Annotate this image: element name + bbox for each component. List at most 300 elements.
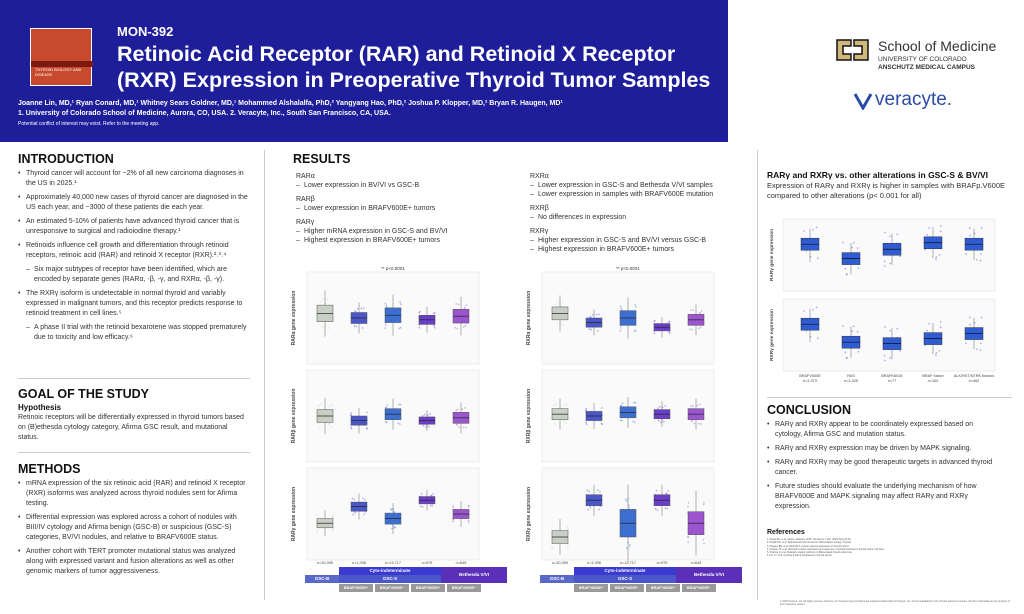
data-point <box>586 423 588 425</box>
data-point <box>331 530 333 532</box>
result-heading: RXRα <box>530 173 549 180</box>
data-point <box>845 351 847 353</box>
data-point <box>884 355 886 357</box>
data-point <box>598 314 600 316</box>
references-list <box>767 538 1012 558</box>
plot-panel <box>783 299 995 371</box>
data-point <box>669 333 671 335</box>
data-point <box>322 326 324 328</box>
data-point <box>430 505 432 507</box>
data-point <box>622 402 624 404</box>
data-point <box>555 403 557 405</box>
data-point <box>940 225 942 227</box>
results-rxr-summary <box>530 170 760 254</box>
data-point <box>691 329 693 331</box>
goal-title: GOAL OF THE STUDY <box>18 387 150 401</box>
data-point <box>626 500 628 502</box>
data-point <box>693 310 695 312</box>
n-label: n=14,717 <box>385 561 401 565</box>
data-point <box>585 422 587 424</box>
data-point <box>362 327 364 329</box>
data-point <box>601 407 603 409</box>
data-point <box>657 407 659 409</box>
data-point <box>812 309 814 311</box>
data-point <box>385 324 387 326</box>
data-point <box>463 427 465 429</box>
data-point <box>454 327 456 329</box>
data-point <box>884 232 886 234</box>
data-point <box>587 489 589 491</box>
data-point <box>328 327 330 329</box>
data-point <box>421 493 423 495</box>
intro-subbullet: – Six major subtypes of receptor have been identified, which are encoded by separate genes (RARα, -β, -γ, and RXRα, -β, -γ). <box>18 265 250 285</box>
data-point <box>429 413 431 415</box>
result-item: – Highest expression in BRAFV600E+ tumors <box>530 245 760 254</box>
data-point <box>703 502 705 504</box>
conclusion-body <box>767 420 1002 516</box>
data-point <box>466 304 468 306</box>
data-point <box>385 422 387 424</box>
data-point <box>621 307 623 309</box>
data-point <box>555 304 557 306</box>
group-label: BRAF fusion <box>922 374 944 378</box>
alterations-boxplots <box>765 214 1000 394</box>
data-point <box>567 528 569 530</box>
data-point <box>700 423 702 425</box>
data-point <box>319 426 321 428</box>
data-point <box>350 412 352 414</box>
data-point <box>386 305 388 307</box>
data-point <box>422 415 424 417</box>
data-point <box>703 539 705 541</box>
data-point <box>924 345 926 347</box>
data-point <box>698 328 700 330</box>
data-point <box>858 351 860 353</box>
result-heading: RXRβ <box>530 205 549 212</box>
data-point <box>697 405 699 407</box>
data-point <box>328 423 330 425</box>
group-n-label: n=77 <box>887 379 897 383</box>
data-point <box>924 249 926 251</box>
group-label: BRAFK601E <box>881 374 903 378</box>
data-point <box>418 312 420 314</box>
data-point <box>432 493 434 495</box>
data-point <box>853 325 855 327</box>
data-point <box>625 499 627 501</box>
data-point <box>846 357 848 359</box>
data-point <box>687 541 689 543</box>
data-point <box>700 327 702 329</box>
result-item: – Highest expression in BRAFV600E+ tumors <box>296 236 516 245</box>
data-point <box>397 422 399 424</box>
data-point <box>699 312 701 314</box>
data-point <box>969 324 971 326</box>
data-point <box>318 405 320 407</box>
data-point <box>399 423 401 425</box>
data-point <box>455 409 457 411</box>
reference-item: 3. Haugen BR, et al. Retinoid X receptor gamma expression in thyroid tumors. <box>767 544 850 548</box>
data-point <box>940 326 942 328</box>
cu-logo-icon <box>835 36 870 64</box>
data-point <box>803 230 805 232</box>
intro-bullet: • An estimated 5-10% of patients have advanced thyroid cancer that is unresponsive to surgical and radioiodine therapy.¹ <box>18 217 250 237</box>
data-point <box>897 234 899 236</box>
data-point <box>842 242 844 244</box>
affiliations: 1. University of Colorado School of Medicine, Aurora, CO, USA. 2. Veracyte, Inc., South San Francisco, CA, USA. <box>18 110 391 117</box>
category-bar: Cyto-indeterminate <box>339 567 441 575</box>
data-point <box>399 328 401 330</box>
data-point <box>385 407 387 409</box>
data-point <box>690 309 692 311</box>
result-item: – No differences in expression <box>530 213 760 222</box>
data-point <box>585 409 587 411</box>
data-point <box>331 404 333 406</box>
data-point <box>320 301 322 303</box>
result-heading: RARβ <box>296 196 315 203</box>
data-point <box>693 423 695 425</box>
result-heading: RXRγ <box>530 228 549 235</box>
plot-ylabel: RXRγ gene expression <box>526 486 532 542</box>
data-point <box>330 426 332 428</box>
data-point <box>400 404 402 406</box>
reference-item: 5. Sharma V, et al. Retinoid receptor isoforms in differentiated thyroid carcinoma. <box>767 551 853 555</box>
data-point <box>363 307 365 309</box>
data-point <box>853 242 855 244</box>
data-point <box>332 529 334 531</box>
data-point <box>391 509 393 511</box>
poster-title: Retinoic Acid Receptor (RAR) and Retinoid X Receptor (RXR) Expression in Preoperative Thyroid Tumor Samples <box>117 42 711 92</box>
data-point <box>939 350 941 352</box>
data-point <box>939 254 941 256</box>
data-point <box>635 402 637 404</box>
data-point <box>563 420 565 422</box>
data-point <box>692 405 694 407</box>
data-point <box>431 505 433 507</box>
data-point <box>965 253 967 255</box>
reference-item: 6. Liu YY, et al. A phase II trial of bexarotene in thyroid cancer. <box>767 554 833 558</box>
data-point <box>629 507 631 509</box>
data-point <box>620 420 622 422</box>
data-point <box>926 234 928 236</box>
poster-header <box>0 0 1024 142</box>
plot-ylabel: RXRβ gene expression <box>526 388 532 444</box>
data-point <box>465 427 467 429</box>
n-label: n=645 <box>690 561 702 565</box>
methods-bullet: • Differential expression was explored across a cohort of nodules with BIII/IV cytology and Afirma benign (GSC-B) or suspicious (GSC-S) categories, BV/VI nodules, and relative to BRAFV600E status. <box>18 513 250 543</box>
n-label: n=1,098 <box>352 561 366 565</box>
data-point <box>654 333 656 335</box>
data-point <box>567 526 569 528</box>
data-point <box>428 426 430 428</box>
data-point <box>384 327 386 329</box>
data-point <box>928 323 930 325</box>
copyright: © 2025 Veracyte, Inc. All rights reserved. Veracyte, the Veracyte logo and Afirma are registered trademarks of Veracyte, Inc. and its subsidiaries in the US and selected countries. All other trademarks are the property of their respective owners. <box>780 600 1010 607</box>
data-point <box>884 261 886 263</box>
data-point <box>325 325 327 327</box>
methods-bullet: • Another cohort with TERT promoter mutational status was analyzed along with expressed variant and fusion alterations as well as other genomic markers of tumor aggressiveness. <box>18 547 250 577</box>
data-point <box>980 349 982 351</box>
data-point <box>464 407 466 409</box>
n-label: n=645 <box>455 561 467 565</box>
conflict-of-interest: Potential conflict of interest may exist. Refer to the meeting app. <box>18 121 160 127</box>
result-item: – Higher mRNA expression in GSC-S and BV/VI <box>296 227 516 236</box>
data-point <box>458 304 460 306</box>
journal-cover-label: THYROID BIOLOGY AND DISEASE <box>35 67 82 77</box>
data-point <box>320 404 322 406</box>
som-name: School of Medicine <box>878 38 997 54</box>
title-banner <box>0 0 728 142</box>
data-point <box>858 267 860 269</box>
braf-status-label: BRAFV600E− <box>610 584 644 592</box>
data-point <box>366 427 368 429</box>
data-point <box>897 328 899 330</box>
data-point <box>564 405 566 407</box>
intro-bullet: • Thyroid cancer will account for ~2% of all new carcinoma diagnoses in the US in 2025.¹ <box>18 169 250 189</box>
data-point <box>329 406 331 408</box>
data-point <box>464 306 466 308</box>
data-point <box>468 521 470 523</box>
data-point <box>453 505 455 507</box>
plot-ylabel: RARβ gene expression <box>291 388 297 444</box>
data-point <box>816 227 818 229</box>
data-point <box>394 527 396 529</box>
group-label: ALK/RET/NTRK fusions <box>953 374 995 378</box>
data-point <box>366 412 368 414</box>
data-point <box>385 303 387 305</box>
category-bar: GSC-B <box>540 575 574 583</box>
data-point <box>889 235 891 237</box>
group-n-label: n=100 <box>927 379 939 383</box>
n-label: n=975 <box>656 561 668 565</box>
category-bar: Cyto-indeterminate <box>574 567 676 575</box>
data-point <box>981 227 983 229</box>
p-value-label: ** p<0.0001 <box>381 266 405 271</box>
data-point <box>851 330 853 332</box>
data-point <box>425 426 427 428</box>
intro-title: INTRODUCTION <box>18 152 114 166</box>
data-point <box>857 247 859 249</box>
data-point <box>420 505 422 507</box>
data-point <box>817 257 819 259</box>
p-value-label: ** p<0.0001 <box>616 266 640 271</box>
hypothesis-title: Hypothesis <box>18 403 62 412</box>
data-point <box>463 326 465 328</box>
data-point <box>399 301 401 303</box>
plot-ylabel: RARα gene expression <box>291 290 297 346</box>
data-point <box>557 323 559 325</box>
n-label: n=30,399 <box>552 561 568 565</box>
rxr-boxplot-panels <box>520 262 720 594</box>
data-point <box>597 330 599 332</box>
data-point <box>434 312 436 314</box>
group-n-label: n=1,025 <box>844 379 858 383</box>
data-point <box>664 405 666 407</box>
hypothesis-text: Retinoic receptors will be differentially expressed in thyroid tumors based on (B)ethesda cytology category, Afirma GSC result, and mutational status. <box>18 414 244 441</box>
alterations-title: RARγ and RXRγ vs. other alterations in GSC-S & BV/VI <box>767 170 989 180</box>
divider <box>767 397 1012 398</box>
divider <box>18 378 250 379</box>
data-point <box>687 506 689 508</box>
data-point <box>703 543 705 545</box>
data-point <box>591 329 593 331</box>
braf-status-label: BRAFV600E+ <box>646 584 680 592</box>
data-point <box>561 302 563 304</box>
rar-boxplot-panels <box>285 262 485 594</box>
som-university: UNIVERSITY OF COLORADO <box>878 56 967 63</box>
data-point <box>351 428 353 430</box>
group-label: RAS <box>847 374 855 378</box>
data-point <box>926 330 928 332</box>
data-point <box>468 506 470 508</box>
data-point <box>361 308 363 310</box>
data-point <box>980 343 982 345</box>
intro-bullet: • Approximately 40,000 new cases of thyroid cancer are diagnosed in the US each year, and ~3000 of these patients die each year. <box>18 193 250 213</box>
data-point <box>663 421 665 423</box>
category-bar: Bethesda V/VI <box>441 567 507 583</box>
data-point <box>350 414 352 416</box>
reference-item: 4. Klopper JP, et al. Retinoid receptor expression and response to retinoid treatment in thyroid cancer cell lines. <box>767 547 885 551</box>
results-rar-summary <box>296 170 516 245</box>
data-point <box>599 491 601 493</box>
data-point <box>423 425 425 427</box>
data-point <box>634 330 636 332</box>
data-point <box>316 514 318 516</box>
data-point <box>658 420 660 422</box>
braf-status-label: BRAFV600E+ <box>339 584 373 592</box>
data-point <box>890 357 892 359</box>
braf-status-label: BRAFV600E− <box>375 584 409 592</box>
som-campus: ANSCHUTZ MEDICAL CAMPUS <box>878 64 976 71</box>
data-point <box>634 421 636 423</box>
data-point <box>424 414 426 416</box>
data-point <box>465 325 467 327</box>
data-point <box>669 321 671 323</box>
data-point <box>364 499 366 501</box>
data-point <box>588 491 590 493</box>
data-point <box>940 231 942 233</box>
column-divider <box>264 150 265 600</box>
authors: Joanne Lin, MD,¹ Ryan Conard, MD,¹ Whitney Sears Goldner, MD,¹ Mohammed Alshalalfa, PhD,² Yangyang Hao, PhD,² Joshua P. Klopper, MD,² Bryan R. Haugen, MD¹ <box>18 100 563 107</box>
data-point <box>601 423 603 425</box>
data-point <box>845 268 847 270</box>
intro-bullet: • Retinoids influence cell growth and differentiation through retinoid receptors, retinoic acid (RAR) and retinoid X receptor (RXR).²˒³˒⁴ <box>18 241 250 261</box>
data-point <box>629 545 631 547</box>
result-heading: RARα <box>296 173 315 180</box>
data-point <box>422 506 424 508</box>
reference-item: 2. Pawlik TM, et al. Retinoids and thyroid cancer differentiation therapy. Thyroid. <box>767 541 852 545</box>
data-point <box>969 317 971 319</box>
result-item: – Lower expression in GSC-S and Bethesda V/VI samples <box>530 181 760 190</box>
data-point <box>419 327 421 329</box>
data-point <box>458 426 460 428</box>
data-point <box>655 508 657 510</box>
data-point <box>817 337 819 339</box>
data-point <box>667 490 669 492</box>
category-bar: Bethesda V/VI <box>676 567 742 583</box>
data-point <box>698 423 700 425</box>
reference-item: 1. Siegel RL, et al. Cancer statistics, 2025. CA Cancer J Clin. 2025;75(1):10-45. <box>767 538 852 541</box>
data-point <box>619 330 621 332</box>
data-point <box>634 304 636 306</box>
data-point <box>816 307 818 309</box>
result-item: – Lower expression in BRAFV600E+ tumors <box>296 204 516 213</box>
data-point <box>332 516 334 518</box>
data-point <box>589 328 591 330</box>
results-title: RESULTS <box>293 152 351 166</box>
data-point <box>452 507 454 509</box>
data-point <box>620 405 622 407</box>
data-point <box>660 421 662 423</box>
data-point <box>635 306 637 308</box>
data-point <box>587 509 589 511</box>
column-divider <box>757 150 758 600</box>
data-point <box>809 260 811 262</box>
data-point <box>362 498 364 500</box>
data-point <box>976 348 978 350</box>
conclusion-bullet: • RARγ and RXRγ appear to be coordinately expressed based on cytology, Afirma GSC and mutation status. <box>767 420 1002 440</box>
data-point <box>551 525 553 527</box>
braf-status-label: BRAFV600E− <box>682 584 716 592</box>
data-point <box>666 508 668 510</box>
data-point <box>969 235 971 237</box>
conclusion-bullet: • RARγ and RXRγ may be good therapeutic targets in advanced thyroid cancer. <box>767 458 1002 478</box>
intro-bullet: • The RXRγ isoform is undetectable in normal thyroid and variably expressed in malignant tumors, and this receptor predicts response to retinoid treatment in cell lines.⁵ <box>18 289 250 319</box>
data-point <box>965 343 967 345</box>
data-point <box>803 310 805 312</box>
data-point <box>665 507 667 509</box>
data-point <box>354 325 356 327</box>
methods-bullet: • mRNA expression of the six retinoic acid (RAR) and retinoid X receptor (RXR) isoforms was analyzed across thyroid nodules sent for Afirma testing. <box>18 479 250 509</box>
data-point <box>455 303 457 305</box>
data-point <box>688 502 690 504</box>
data-point <box>353 499 355 501</box>
data-point <box>350 426 352 428</box>
data-point <box>551 548 553 550</box>
data-point <box>899 256 901 258</box>
data-point <box>940 321 942 323</box>
conclusion-title: CONCLUSION <box>767 403 852 417</box>
data-point <box>592 314 594 316</box>
data-point <box>356 326 358 328</box>
data-point <box>935 352 937 354</box>
data-point <box>629 544 631 546</box>
data-point <box>567 545 569 547</box>
data-point <box>452 521 454 523</box>
data-point <box>391 528 393 530</box>
intro-body <box>18 169 250 347</box>
data-point <box>656 490 658 492</box>
data-point <box>620 327 622 329</box>
intro-subbullet: – A phase II trial with the retinoid bexarotene was stopped prematurely due to toxicity and low efficacy.⁶ <box>18 323 250 343</box>
result-item: – Lower expression in BV/VI vs GSC-B <box>296 181 516 190</box>
data-point <box>928 227 930 229</box>
data-point <box>585 408 587 410</box>
methods-title: METHODS <box>18 462 81 476</box>
data-point <box>566 404 568 406</box>
data-point <box>899 350 901 352</box>
data-point <box>430 495 432 497</box>
data-point <box>566 547 568 549</box>
data-point <box>857 331 859 333</box>
data-point <box>689 328 691 330</box>
data-point <box>653 321 655 323</box>
result-item: – Lower expression in samples with BRAFV600E mutation <box>530 190 760 199</box>
group-label: BRAFV600E <box>799 374 821 378</box>
plot-ylabel: RXRα gene expression <box>526 290 532 346</box>
data-point <box>468 520 470 522</box>
data-point <box>452 519 454 521</box>
data-point <box>326 299 328 301</box>
